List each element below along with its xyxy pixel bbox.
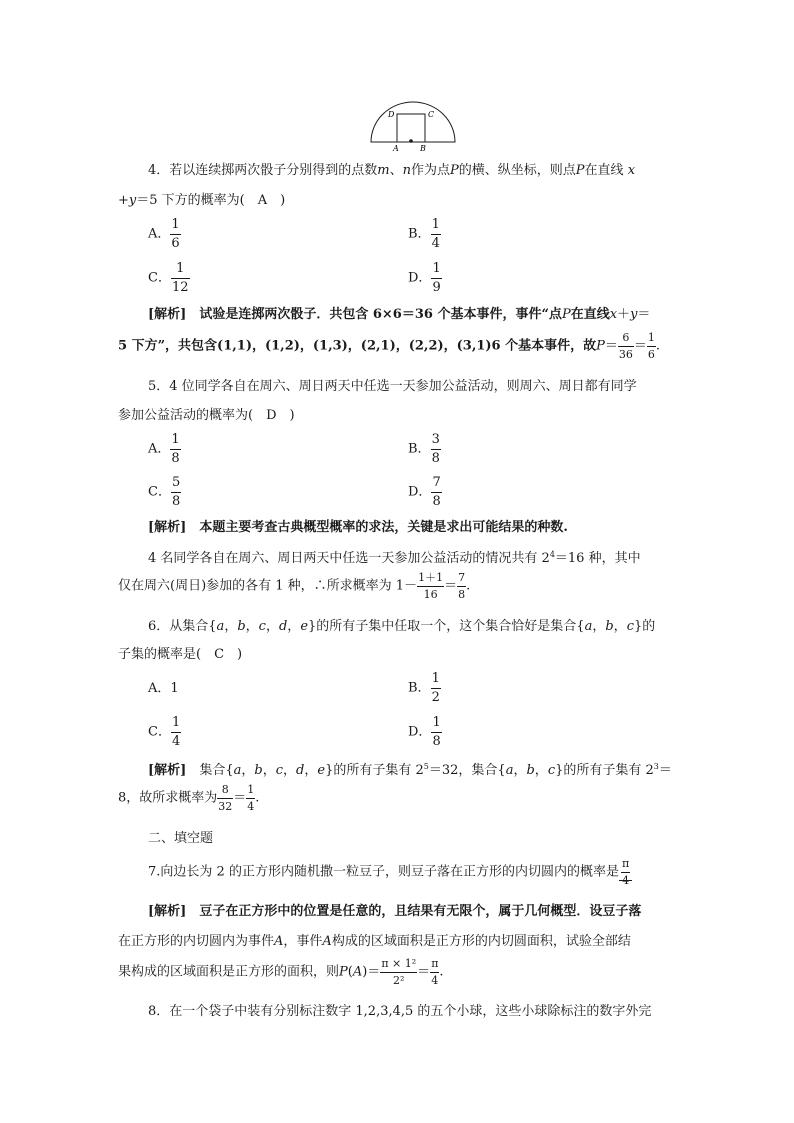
q4-analysis-line1: [解析] 试验是连掷两次骰子．共包含 6×6＝36 个基本事件，事件“点P在直线x＋y＝ bbox=[148, 307, 651, 322]
fraction: $\frac{\pi}{4}$ bbox=[621, 857, 630, 887]
q5-option-d: D． $\frac{7}{8}$ bbox=[408, 475, 441, 509]
q5-option-b: B． $\frac{3}{8}$ bbox=[408, 432, 440, 466]
fraction: $\frac{\pi}{4}$ bbox=[431, 957, 439, 987]
q6-analysis-line2: 8，故所求概率为 $\frac{8}{32}$ ＝ $\frac{1}{4}$ . bbox=[118, 783, 260, 813]
fraction: $\frac{7}{8}$ bbox=[432, 475, 441, 509]
q7-analysis-line2: 在正方形的内切圆内为事件A，事件A构成的区域面积是正方形的内切圆面积，试验全部结 bbox=[118, 934, 631, 949]
q7-line1: 7.向边长为 2 的正方形内随机撒一粒豆子，则豆子落在正方形的内切圆内的概率是 $\frac{\pi}{4}$ bbox=[148, 858, 632, 886]
fraction: $\frac{1}{2}$ bbox=[431, 671, 440, 705]
label-c: C bbox=[428, 110, 435, 119]
q4-option-d: D． $\frac{1}{9}$ bbox=[408, 261, 441, 295]
label-b: B bbox=[420, 144, 426, 152]
fraction: $\frac{1}{6}$ bbox=[171, 217, 180, 251]
center-point bbox=[409, 139, 413, 143]
q5-analysis-line2: 4 名同学各自在周六、周日两天中任选一天参加公益活动的情况共有 $2^4=16$ 种，其中 bbox=[148, 550, 641, 566]
q4-line2: +y＝5 下方的概率为( A ) bbox=[118, 193, 286, 208]
q4-line1: 4．若以连续掷两次骰子分别得到的点数m、n作为点P的横、纵坐标，则点P在直线 x bbox=[148, 163, 636, 178]
fraction: $\frac{1+1}{16}$ bbox=[418, 571, 444, 601]
fraction: $\frac{6}{36}$ bbox=[618, 331, 633, 361]
q6-option-d: D． $\frac{1}{8}$ bbox=[408, 715, 441, 749]
q6-option-b: B． $\frac{1}{2}$ bbox=[408, 671, 440, 705]
q6-line1: 6．从集合{a，b，c，d，e}的所有子集中任取一个，这个集合恰好是集合{a，b，c}的 bbox=[148, 619, 656, 634]
fraction: $\frac{8}{32}$ bbox=[218, 783, 233, 813]
q4-option-b: B． $\frac{1}{4}$ bbox=[408, 217, 440, 251]
fraction: $\frac{5}{8}$ bbox=[171, 475, 181, 509]
q4-analysis-line2: 5 下方”，共包含(1,1)，(1,2)，(1,3)，(2,1)，(2,2)，(3,1)6 个基本事件，故P＝ $\frac{6}{36}$ ＝ $\frac{1}{6}$ . bbox=[118, 331, 661, 361]
fraction: $\frac{1}{8}$ bbox=[432, 715, 441, 749]
answer-blank bbox=[619, 857, 632, 887]
q4-option-c: C． $\frac{1}{12}$ bbox=[148, 261, 189, 295]
q4-option-a: A． $\frac{1}{6}$ bbox=[148, 217, 180, 251]
q6-analysis-line1: [解析] 集合{a，b，c，d，e}的所有子集有 $2^5=32$，集合{a，b，c}的所有子集有 $2^3=$ bbox=[148, 762, 672, 778]
fraction: $\frac{7}{8}$ bbox=[458, 571, 466, 601]
inscribed-rectangle bbox=[397, 114, 425, 142]
section-title: 二、填空题 bbox=[148, 831, 214, 846]
fraction: $\frac{1}{6}$ bbox=[647, 331, 655, 361]
q5-analysis-line3: 仅在周六(周日)参加的各有 1 种，∴所求概率为 1－ $\frac{1+1}{16}$ ＝ $\frac{7}{8}$ . bbox=[118, 571, 471, 601]
q7-analysis-line1: [解析] 豆子在正方形中的位置是任意的，且结果有无限个，属于几何概型．设豆子落 bbox=[148, 904, 642, 919]
fraction: $\frac{1}{8}$ bbox=[171, 432, 180, 466]
fraction: $\frac{1}{9}$ bbox=[432, 261, 441, 295]
q6-option-a: A．1 bbox=[148, 681, 179, 696]
fraction: $\frac{3}{8}$ bbox=[431, 432, 440, 466]
q5-line2: 参加公益活动的概率为( D ) bbox=[118, 408, 295, 423]
q5-analysis-line1: [解析] 本题主要考查古典概型概率的求法，关键是求出可能结果的种数. bbox=[148, 520, 568, 535]
fraction: $\frac{1}{4}$ bbox=[431, 217, 440, 251]
fraction: $\frac{\text{π × 1²}}{\text{2²}}$ bbox=[381, 957, 417, 987]
q6-option-c: C． $\frac{1}{4}$ bbox=[148, 715, 181, 749]
fraction: $\frac{1}{4}$ bbox=[247, 783, 255, 813]
fraction: $\frac{1}{4}$ bbox=[171, 715, 181, 749]
q6-line2: 子集的概率是( C ) bbox=[118, 647, 243, 662]
semicircle-arc bbox=[371, 102, 455, 142]
q5-option-a: A． $\frac{1}{8}$ bbox=[148, 432, 180, 466]
q5-line1: 5．4 位同学各自在周六、周日两天中任选一天参加公益活动，则周六、周日都有同学 bbox=[148, 379, 637, 394]
fraction: $\frac{1}{12}$ bbox=[171, 261, 189, 295]
q5-option-c: C． $\frac{5}{8}$ bbox=[148, 475, 181, 509]
label-d: D bbox=[388, 110, 395, 119]
q8-line1: 8．在一个袋子中装有分别标注数字 1,2,3,4,5 的五个小球，这些小球除标注的数字外完 bbox=[148, 1004, 652, 1019]
label-a: A bbox=[393, 144, 399, 152]
q7-analysis-line3: 果构成的区域面积是正方形的面积，则P(A)＝ $\frac{\text{π × 1²}}{\text{2²}}$ ＝ $\frac{\pi}{4}$ . bbox=[118, 957, 444, 987]
semicircle-figure bbox=[368, 100, 458, 152]
